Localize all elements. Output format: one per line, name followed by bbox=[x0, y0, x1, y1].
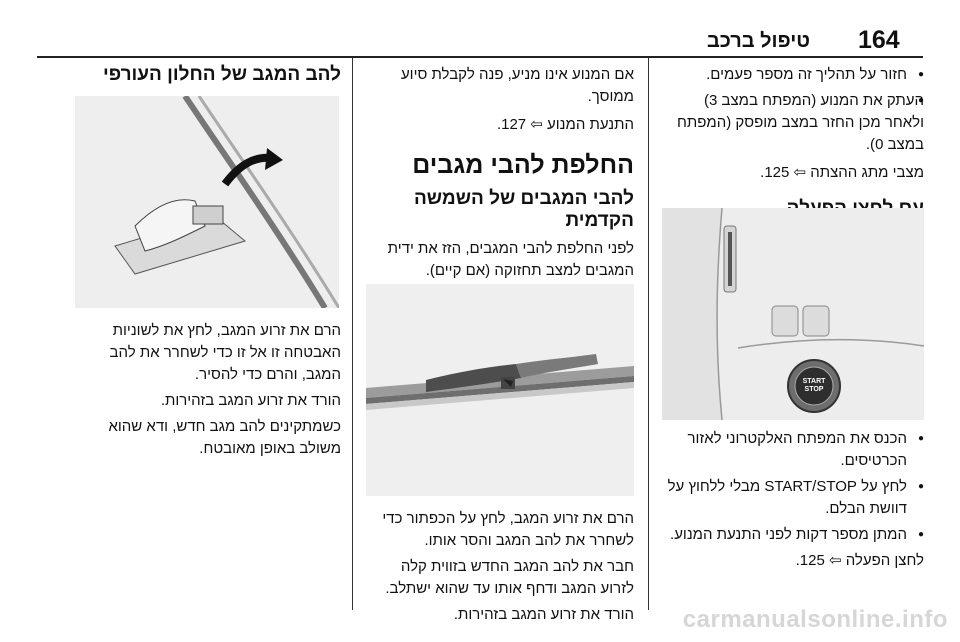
paragraph: אם המנוע אינו מניע, פנה לקבלת סיוע ממוסך. bbox=[400, 66, 634, 105]
front-wiper-illustration bbox=[366, 284, 634, 496]
cross-reference: מצבי מתג ההצתה ⇦ 125. bbox=[760, 164, 924, 181]
paragraph: חבר את להב המגב החדש בזווית קלה לזרוע המגב ודחף אותו עד שהוא ישתלב. bbox=[385, 558, 634, 597]
front-wiper-figure bbox=[366, 284, 634, 496]
list-item: ● הכנס את המפתח האלקטרוני לאזור הכרטיסים. bbox=[662, 428, 924, 472]
paragraph: הרם את זרוע המגב, לחץ על הכפתור כדי לשחרר את להב המגב והסר אותו. bbox=[382, 510, 634, 549]
start-stop-label: START STOP bbox=[802, 378, 826, 393]
start-stop-button-figure bbox=[662, 208, 924, 420]
column-left bbox=[75, 64, 341, 86]
paragraph: הורד את זרוע המגב בזהירות. bbox=[453, 606, 634, 623]
dashboard-illustration bbox=[662, 208, 924, 420]
header-rule bbox=[37, 56, 923, 58]
list-item: ● המתן מספר דקות לפני התנעת המנוע. bbox=[662, 524, 924, 546]
cross-reference: לחצן הפעלה ⇦ 125. bbox=[795, 552, 924, 569]
paragraph: כשמתקינים להב מגב חדש, ודא שהוא משולב באופן מאובטח. bbox=[108, 418, 341, 457]
watermark: carmanualsonline.info bbox=[682, 606, 948, 633]
list-item: ● העתק את המנוע (המפתח במצב 3) ולאחר מכן החזר במצב מופסק (המפתח במצב 0). bbox=[662, 90, 924, 156]
column-divider-left bbox=[352, 58, 353, 610]
list-item: ● חזור על תהליך זה מספר פעמים. bbox=[662, 64, 924, 86]
column-middle bbox=[366, 64, 634, 310]
section-subheading: להבי המגבים של השמשה הקדמית bbox=[413, 188, 634, 231]
section-heading: החלפת להבי מגבים bbox=[412, 151, 634, 179]
column-right bbox=[662, 64, 924, 220]
cross-reference: התנעת המנוע ⇦ 127. bbox=[496, 116, 634, 133]
column-left-lower bbox=[75, 320, 341, 460]
page-title: טיפול ברכב bbox=[706, 30, 810, 52]
rear-wiper-figure bbox=[75, 96, 339, 308]
list-item: ● לחץ על START/STOP מבלי ללחוץ על דוושת הבלם. bbox=[662, 476, 924, 520]
column-right-lower bbox=[662, 428, 924, 572]
section-heading: להב המגב של החלון העורפי bbox=[103, 64, 341, 85]
page-number: 164 bbox=[858, 26, 900, 54]
rear-wiper-illustration bbox=[75, 96, 339, 308]
paragraph: הרם את זרוע המגב, לחץ את לשוניות האבטחה זו אל זו כדי לשחרר את להב המגב, והרם כדי להסיר. bbox=[109, 322, 341, 383]
paragraph: הורד את זרוע המגב בזהירות. bbox=[160, 392, 341, 409]
column-divider-right bbox=[648, 58, 649, 610]
page-header bbox=[0, 0, 960, 60]
paragraph: לפני החלפת להבי המגבים, הזז את ידית המגבים למצב תחזוקה (אם קיים). bbox=[387, 240, 634, 279]
column-middle-lower bbox=[366, 508, 634, 626]
